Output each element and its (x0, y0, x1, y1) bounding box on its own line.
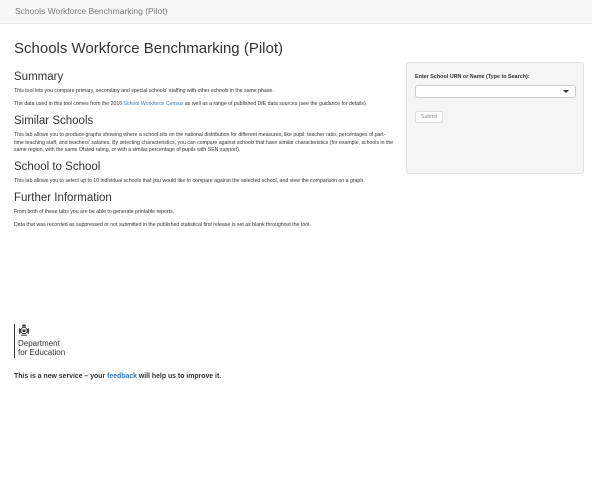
summary-heading: Summary (14, 71, 64, 83)
page-title: Schools Workforce Benchmarking (Pilot) (14, 40, 283, 57)
summary-text: This tool lets you compare primary, secondary and special schools' staffing with other schools in the same phase. (14, 88, 274, 94)
summary-text-after: as well as a range of published DfE data sources (see the guidance for details). (183, 101, 368, 108)
chevron-down-icon (563, 90, 569, 93)
navbar-brand[interactable]: Schools Workforce Benchmarking (Pilot) (15, 6, 168, 16)
feedback-text-before: This is a new service – your (14, 373, 108, 380)
logo-line-2: for Education (18, 348, 66, 357)
submit-button[interactable]: Submit (415, 111, 443, 123)
further-information-heading: Further Information (14, 192, 112, 205)
further-information-text-2: Data that was recorded as suppressed or not submitted in the published statistical first release is set as blank throughout the tool. (14, 222, 311, 229)
school-to-school-section (14, 160, 394, 185)
similar-schools-text: This tab allows you to produce graphs showing where a school sits on the national distribution for different measures, like pupil: teacher ratio, percentages of part-time teaching staff, and teachers' salaries. By selecting characteristics, you can compare against schools that have similar characteristics (for example, schools in the same region, with the same Ofsted rating, or with a similar percentage of pupils with SEN support). (14, 132, 394, 153)
royal-crest-icon (18, 324, 30, 336)
feedback-text-after: will help us to improve it. (136, 373, 222, 380)
school-search-label: Enter School URN or Name (Type to Search): (415, 74, 530, 80)
further-information-section (14, 191, 394, 229)
main-content (14, 70, 394, 236)
summary-data-source-text (14, 101, 394, 108)
school-workforce-census-link[interactable]: School Workforce Census (123, 101, 184, 108)
feedback-link[interactable]: feedback (107, 373, 137, 380)
logo-line-1: Department (18, 339, 60, 348)
summary-text-before: The data used in this tool comes from the 2016 (14, 101, 124, 108)
school-to-school-text: This tab allows you to select up to 10 individual schools that you would like to compare against the selected school, and view the comparison on a graph. (14, 178, 365, 185)
similar-schools-heading: Similar Schools (14, 115, 94, 128)
school-search-panel (406, 62, 584, 174)
dfe-logo (14, 324, 84, 358)
school-to-school-heading: School to School (14, 161, 101, 174)
logo-rule (14, 324, 15, 358)
school-search-select[interactable] (415, 85, 576, 98)
feedback-banner (14, 373, 221, 380)
summary-section (14, 70, 394, 108)
further-information-text-1: From both of these tabs you are be able to generate printable reports. (14, 209, 175, 216)
navbar (0, 0, 592, 24)
similar-schools-section (14, 114, 394, 154)
